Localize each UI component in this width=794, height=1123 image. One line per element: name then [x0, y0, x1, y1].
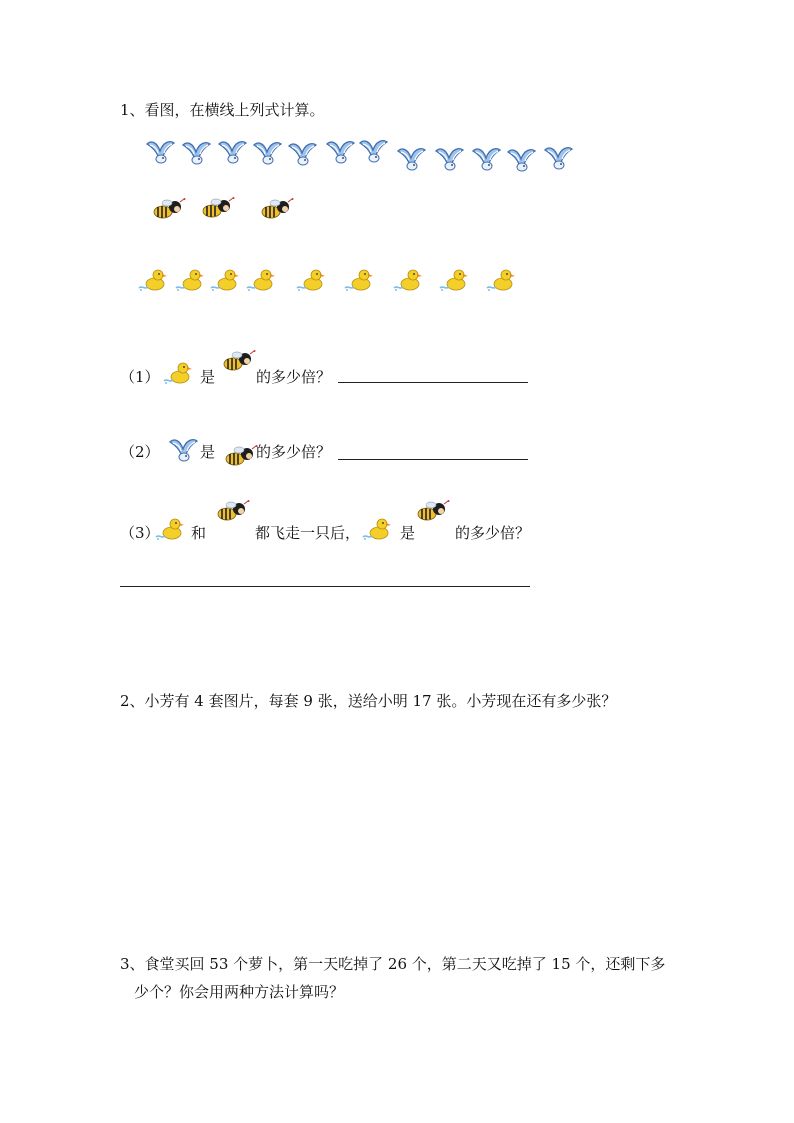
question-3-line-1: 3、食堂买回 53 个萝卜，第一天吃掉了 26 个，第二天又吃掉了 15 个，还剩下多 [120, 955, 666, 973]
bee-icon [416, 498, 452, 524]
bird-icon [147, 142, 174, 163]
sub-question-3-number: （3） [120, 524, 160, 542]
sub-question-2-number: （2） [120, 443, 160, 461]
question-3-line-2: 少个？你会用两种方法计算吗？ [134, 983, 345, 1001]
bee-icon [203, 197, 235, 217]
bee-icon [154, 198, 186, 218]
bee-icon [262, 198, 294, 218]
sub-question-1-ask: 的多少倍？ [256, 368, 332, 386]
duck-icon [211, 270, 239, 291]
bird-icon [473, 149, 500, 170]
bird-icon [254, 143, 281, 164]
duck-icon [139, 270, 167, 291]
bird-icon [219, 142, 246, 163]
bird-icon [508, 150, 535, 171]
bee-icon [216, 498, 252, 524]
sub-question-3-ask: 的多少倍？ [455, 524, 531, 542]
duck-icon [487, 270, 515, 291]
sub-question-3-and: 和 [191, 524, 207, 542]
answer-line-2[interactable] [338, 459, 528, 460]
duck-picture-row [138, 265, 528, 297]
sub-question-1-number: （1） [120, 368, 160, 386]
bird-icon [398, 149, 425, 170]
question-2-text: 2、小芳有 4 套图片，每套 9 张，送给小明 17 张。小芳现在还有多少张？ [120, 692, 617, 710]
bird-icon [360, 141, 387, 162]
bird-icon [168, 436, 200, 466]
duck-icon [345, 270, 373, 291]
duck-icon [297, 270, 325, 291]
bee-picture-row [150, 195, 310, 225]
bird-picture-row [140, 140, 580, 180]
duck-icon [163, 358, 195, 388]
duck-icon [247, 270, 275, 291]
duck-icon [440, 270, 468, 291]
answer-line-3[interactable] [120, 586, 530, 587]
sub-question-3-middle: 都飞走一只后， [255, 524, 361, 542]
duck-icon [155, 514, 187, 544]
bee-icon [222, 348, 258, 374]
duck-icon [394, 270, 422, 291]
sub-question-2-ask: 的多少倍？ [256, 443, 332, 461]
bird-icon [327, 142, 354, 163]
bird-icon [545, 148, 572, 169]
sub-question-1-is: 是 [200, 368, 216, 386]
bee-icon [224, 443, 260, 469]
sub-question-3-is: 是 [400, 524, 416, 542]
duck-icon [362, 514, 394, 544]
question-1-title: 1、看图，在横线上列式计算。 [120, 101, 325, 119]
duck-icon [176, 270, 204, 291]
sub-question-2-is: 是 [200, 443, 216, 461]
answer-line-1[interactable] [338, 382, 528, 383]
bird-icon [289, 144, 316, 165]
bird-icon [183, 143, 210, 164]
bird-icon [436, 149, 463, 170]
